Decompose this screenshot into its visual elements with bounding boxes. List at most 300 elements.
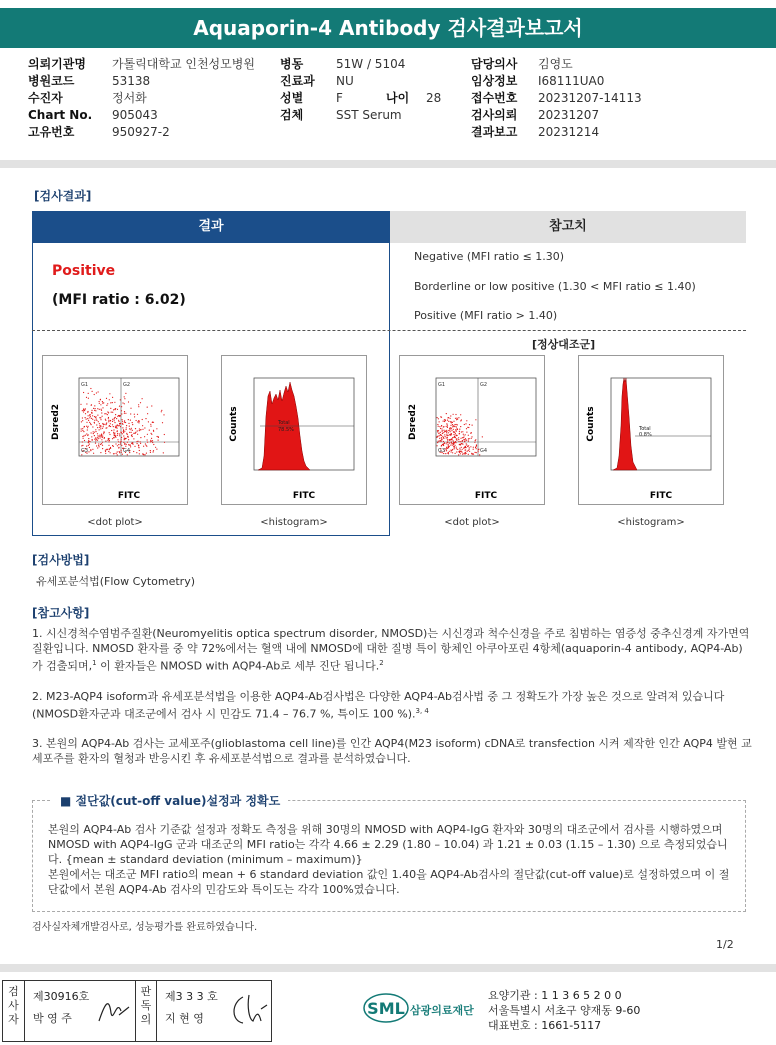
scatter-point bbox=[89, 441, 90, 442]
value-unique-id: 950927-2 bbox=[112, 125, 170, 139]
control-gate-total: Total bbox=[639, 426, 651, 432]
scatter-point bbox=[449, 446, 450, 447]
scatter-point bbox=[106, 449, 107, 450]
scatter-point bbox=[123, 442, 124, 443]
scatter-point bbox=[109, 399, 110, 400]
examiner-id: 제30916호 bbox=[33, 990, 90, 1003]
scatter-point bbox=[105, 420, 106, 421]
scatter-point bbox=[113, 409, 114, 410]
scatter-point bbox=[465, 439, 466, 440]
scatter-point bbox=[447, 448, 448, 449]
scatter-point bbox=[129, 428, 130, 429]
scatter-point bbox=[474, 452, 475, 453]
scatter-point bbox=[130, 408, 131, 409]
scatter-point bbox=[101, 439, 102, 440]
scatter-point bbox=[95, 416, 96, 417]
scatter-point bbox=[110, 420, 111, 421]
scatter-point bbox=[438, 441, 439, 442]
scatter-point bbox=[461, 431, 462, 432]
scatter-point bbox=[98, 421, 99, 422]
scatter-point bbox=[453, 429, 454, 430]
scatter-point bbox=[138, 404, 139, 405]
control-dot-caption: <dot plot> bbox=[444, 517, 500, 528]
divider-bottom bbox=[0, 964, 776, 972]
scatter-point bbox=[132, 436, 133, 437]
scatter-point bbox=[450, 450, 451, 451]
scatter-point bbox=[437, 430, 438, 431]
scatter-point bbox=[130, 446, 131, 447]
scatter-point bbox=[459, 433, 460, 434]
scatter-point bbox=[462, 454, 463, 455]
scatter-point bbox=[90, 414, 91, 415]
scatter-point bbox=[88, 415, 89, 416]
results-table bbox=[32, 211, 746, 536]
scatter-point bbox=[99, 429, 100, 430]
scatter-point bbox=[466, 428, 467, 429]
scatter-point bbox=[97, 440, 98, 441]
scatter-point bbox=[142, 419, 143, 420]
scatter-point bbox=[109, 434, 110, 435]
scatter-point bbox=[137, 443, 138, 444]
scatter-point bbox=[138, 421, 139, 422]
scatter-point bbox=[471, 438, 472, 439]
scatter-point bbox=[93, 433, 94, 434]
scatter-point bbox=[124, 420, 125, 421]
scatter-point bbox=[448, 444, 449, 445]
scatter-point bbox=[83, 411, 84, 412]
scatter-point bbox=[87, 427, 88, 428]
scatter-point bbox=[94, 422, 95, 423]
scatter-point bbox=[161, 411, 162, 412]
scatter-point bbox=[444, 421, 445, 422]
quadrant-g4: G4 bbox=[123, 448, 131, 454]
scatter-point bbox=[121, 450, 122, 451]
scatter-point bbox=[121, 441, 122, 442]
scatter-point bbox=[126, 438, 127, 439]
scatter-point bbox=[468, 440, 469, 441]
scatter-point bbox=[137, 434, 138, 435]
scatter-point bbox=[463, 435, 464, 436]
scatter-point bbox=[140, 441, 141, 442]
scatter-point bbox=[97, 408, 98, 409]
footnote: 검사실자체개발검사로, 성능평가를 완료하였습니다. bbox=[32, 922, 258, 933]
scatter-point bbox=[108, 441, 109, 442]
scatter-point bbox=[81, 445, 82, 446]
scatter-point bbox=[117, 433, 118, 434]
scatter-point bbox=[123, 430, 124, 431]
scatter-point bbox=[462, 431, 463, 432]
scatter-point bbox=[119, 425, 120, 426]
scatter-point bbox=[473, 447, 474, 448]
label-physician: 담당의사 bbox=[471, 57, 518, 71]
scatter-point bbox=[447, 424, 448, 425]
scatter-point bbox=[126, 425, 127, 426]
scatter-point bbox=[124, 411, 125, 412]
scatter-point bbox=[143, 446, 144, 447]
scatter-point bbox=[451, 439, 452, 440]
info-col-2 bbox=[280, 56, 460, 124]
scatter-point bbox=[462, 449, 463, 450]
scatter-point bbox=[449, 429, 450, 430]
scatter-point bbox=[453, 434, 454, 435]
scatter-point bbox=[456, 440, 457, 441]
scatter-point bbox=[120, 415, 121, 416]
scatter-point bbox=[93, 408, 94, 409]
scatter-point bbox=[122, 419, 123, 420]
scatter-point bbox=[153, 422, 154, 423]
scatter-point bbox=[114, 420, 115, 421]
scatter-point bbox=[457, 428, 458, 429]
scatter-point bbox=[110, 448, 111, 449]
note-1-ref2: 2 bbox=[379, 659, 384, 667]
scatter-point bbox=[441, 437, 442, 438]
scatter-point bbox=[451, 422, 452, 423]
scatter-point bbox=[455, 433, 456, 434]
value-patient-name: 정서화 bbox=[112, 91, 147, 105]
scatter-point bbox=[138, 447, 139, 448]
scatter-point bbox=[454, 448, 455, 449]
scatter-point bbox=[144, 427, 145, 428]
scatter-point bbox=[120, 399, 121, 400]
scatter-point bbox=[115, 426, 116, 427]
scatter-point bbox=[455, 445, 456, 446]
value-specimen: SST Serum bbox=[336, 108, 402, 122]
scatter-point bbox=[118, 421, 119, 422]
logo-text-sml: SML bbox=[367, 999, 405, 1018]
scatter-point bbox=[439, 435, 440, 436]
org-phone: 대표번호 : 1661-5117 bbox=[488, 1019, 602, 1032]
scatter-point bbox=[458, 454, 459, 455]
scatter-point bbox=[88, 420, 89, 421]
reader-info bbox=[165, 986, 218, 1030]
scatter-point bbox=[106, 405, 107, 406]
scatter-point bbox=[478, 449, 479, 450]
value-request-date: 20231207 bbox=[538, 108, 600, 122]
scatter-point bbox=[89, 422, 90, 423]
scatter-point bbox=[460, 451, 461, 452]
control-quadrant-g3: G3 bbox=[438, 448, 446, 454]
scatter-point bbox=[102, 407, 103, 408]
scatter-point bbox=[132, 442, 133, 443]
scatter-point bbox=[465, 434, 466, 435]
scatter-point bbox=[119, 451, 120, 452]
scatter-point bbox=[109, 425, 110, 426]
scatter-point bbox=[447, 440, 448, 441]
scatter-point bbox=[93, 431, 94, 432]
scatter-point bbox=[156, 449, 157, 450]
scatter-point bbox=[446, 413, 447, 414]
scatter-point bbox=[145, 443, 146, 444]
scatter-point bbox=[132, 424, 133, 425]
scatter-point bbox=[99, 427, 100, 428]
scatter-point bbox=[97, 437, 98, 438]
scatter-point bbox=[88, 398, 89, 399]
scatter-point bbox=[137, 421, 138, 422]
scatter-point bbox=[163, 452, 164, 453]
scatter-point bbox=[147, 413, 148, 414]
scatter-point bbox=[162, 422, 163, 423]
scatter-point bbox=[150, 426, 151, 427]
scatter-point bbox=[456, 426, 457, 427]
scatter-point bbox=[83, 392, 84, 393]
scatter-point bbox=[463, 434, 464, 435]
scatter-point bbox=[118, 444, 119, 445]
scatter-point bbox=[449, 439, 450, 440]
label-requesting-institution: 의뢰기관명 bbox=[28, 57, 86, 71]
scatter-point bbox=[469, 451, 470, 452]
scatter-point bbox=[124, 403, 125, 404]
scatter-point bbox=[461, 447, 462, 448]
scatter-point bbox=[110, 423, 111, 424]
value-requesting-institution: 가톨릭대학교 인천성모병원 bbox=[112, 57, 255, 71]
scatter-point bbox=[447, 439, 448, 440]
scatter-point bbox=[140, 402, 141, 403]
scatter-point bbox=[102, 416, 103, 417]
note-3: 3. 본원의 AQP4-Ab 검사는 교세포주(glioblastoma cell line)를 인간 AQP4(M23 isoform) cDNA로 transfection 시켜 제작한 인간 AQP4 발현 교세포주를 환자의 혈청과 반응시킨 후 유세포분석법으로 결과를 분석하였습니다. bbox=[32, 737, 752, 766]
value-chart-no: 905043 bbox=[112, 108, 158, 122]
note-2-ref: 3, 4 bbox=[415, 706, 429, 715]
scatter-point bbox=[99, 446, 100, 447]
scatter-point bbox=[451, 421, 452, 422]
label-hospital-code: 병원코드 bbox=[28, 74, 75, 88]
scatter-point bbox=[94, 410, 95, 411]
scatter-point bbox=[117, 424, 118, 425]
scatter-point bbox=[116, 428, 117, 429]
scatter-point bbox=[82, 441, 83, 442]
scatter-point bbox=[94, 439, 95, 440]
scatter-point bbox=[129, 426, 130, 427]
value-report-date: 20231214 bbox=[538, 125, 600, 139]
label-ward: 병동 bbox=[280, 57, 304, 71]
scatter-point bbox=[153, 431, 154, 432]
scatter-point bbox=[105, 450, 106, 451]
scatter-point bbox=[122, 424, 123, 425]
org-info bbox=[488, 988, 640, 1033]
scatter-point bbox=[135, 428, 136, 429]
scatter-point bbox=[117, 439, 118, 440]
scatter-point bbox=[465, 447, 466, 448]
scatter-point bbox=[453, 446, 454, 447]
scatter-point bbox=[447, 437, 448, 438]
scatter-point bbox=[147, 439, 148, 440]
scatter-point bbox=[150, 452, 151, 453]
scatter-point bbox=[455, 437, 456, 438]
scatter-point bbox=[112, 402, 113, 403]
control-histogram bbox=[578, 355, 724, 505]
scatter-point bbox=[113, 433, 114, 434]
scatter-point bbox=[471, 432, 472, 433]
scatter-point bbox=[94, 394, 95, 395]
scatter-point bbox=[103, 432, 104, 433]
scatter-point bbox=[455, 453, 456, 454]
scatter-point bbox=[449, 443, 450, 444]
scatter-point bbox=[124, 443, 125, 444]
org-name: 삼광의료재단 bbox=[410, 1004, 474, 1017]
scatter-point bbox=[136, 420, 137, 421]
scatter-point bbox=[114, 437, 115, 438]
scatter-point bbox=[99, 436, 100, 437]
scatter-point bbox=[447, 427, 448, 428]
scatter-point bbox=[87, 418, 88, 419]
label-receipt-no: 접수번호 bbox=[471, 91, 518, 105]
patient-dot-caption: <dot plot> bbox=[87, 517, 143, 528]
result-mfi: (MFI ratio : 6.02) bbox=[52, 292, 186, 308]
scatter-point bbox=[91, 424, 92, 425]
scatter-point bbox=[100, 428, 101, 429]
scatter-point bbox=[116, 453, 117, 454]
normal-control-label: [정상대조군] bbox=[532, 338, 596, 351]
scatter-point bbox=[121, 410, 122, 411]
scatter-point bbox=[453, 425, 454, 426]
scatter-point bbox=[113, 426, 114, 427]
scatter-point bbox=[122, 423, 123, 424]
scatter-point bbox=[437, 417, 438, 418]
scatter-point bbox=[94, 405, 95, 406]
note-1 bbox=[32, 626, 752, 674]
scatter-point bbox=[448, 447, 449, 448]
scatter-point bbox=[468, 435, 469, 436]
scatter-point bbox=[118, 441, 119, 442]
examiner-label-text: 검 사 자 bbox=[8, 985, 19, 1026]
scatter-point bbox=[459, 444, 460, 445]
scatter-point bbox=[118, 447, 119, 448]
scatter-point bbox=[136, 441, 137, 442]
scatter-point bbox=[439, 421, 440, 422]
scatter-point bbox=[440, 428, 441, 429]
scatter-point bbox=[448, 445, 449, 446]
scatter-point bbox=[129, 432, 130, 433]
label-department: 진료과 bbox=[280, 74, 315, 88]
scatter-point bbox=[99, 435, 100, 436]
scatter-point bbox=[449, 451, 450, 452]
note-2-text: 2. M23-AQP4 isoform과 유세포분석법을 이용한 AQP4-Ab검사법은 다양한 AQP4-Ab검사법 중 그 정확도가 가장 높은 것으로 알려져 있습니다(NMOSD환자군과 대조군에서 검사 시 민감도 71.4 – 76.7 %, 특이도 100 %). bbox=[32, 689, 725, 721]
scatter-point bbox=[132, 422, 133, 423]
scatter-point bbox=[454, 424, 455, 425]
label-sex: 성별 bbox=[280, 91, 304, 105]
scatter-point bbox=[128, 401, 129, 402]
scatter-point bbox=[440, 434, 441, 435]
scatter-point bbox=[104, 437, 105, 438]
scatter-point bbox=[146, 453, 147, 454]
scatter-point bbox=[136, 452, 137, 453]
scatter-point bbox=[446, 430, 447, 431]
scatter-point bbox=[115, 437, 116, 438]
scatter-point bbox=[440, 440, 441, 441]
scatter-point bbox=[442, 433, 443, 434]
scatter-point bbox=[147, 407, 148, 408]
dot-ylabel: Dsred2 bbox=[51, 403, 61, 441]
scatter-point bbox=[153, 444, 154, 445]
patient-hist-caption: <histogram> bbox=[260, 517, 328, 528]
scatter-point bbox=[465, 438, 466, 439]
scatter-point bbox=[85, 417, 86, 418]
scatter-point bbox=[86, 433, 87, 434]
scatter-point bbox=[445, 453, 446, 454]
control-quadrant-g4: G4 bbox=[480, 448, 488, 454]
scatter-point bbox=[94, 432, 95, 433]
scatter-point bbox=[125, 413, 126, 414]
scatter-point bbox=[466, 420, 467, 421]
scatter-point bbox=[96, 420, 97, 421]
scatter-point bbox=[100, 452, 101, 453]
scatter-point bbox=[138, 406, 139, 407]
scatter-point bbox=[103, 433, 104, 434]
scatter-point bbox=[474, 442, 475, 443]
scatter-point bbox=[124, 431, 125, 432]
scatter-point bbox=[437, 431, 438, 432]
results-section-title: [검사결과] bbox=[34, 189, 92, 203]
control-hist-ylabel: Counts bbox=[586, 406, 596, 442]
scatter-point bbox=[95, 440, 96, 441]
scatter-point bbox=[95, 408, 96, 409]
scatter-point bbox=[122, 402, 123, 403]
scatter-point bbox=[82, 430, 83, 431]
control-dot-ylabel: Dsred2 bbox=[408, 403, 418, 441]
scatter-point bbox=[109, 432, 110, 433]
scatter-point bbox=[446, 447, 447, 448]
scatter-point bbox=[473, 454, 474, 455]
scatter-point bbox=[462, 437, 463, 438]
scatter-point bbox=[466, 445, 467, 446]
scatter-point bbox=[89, 417, 90, 418]
scatter-point bbox=[150, 450, 151, 451]
scatter-point bbox=[105, 441, 106, 442]
scatter-point bbox=[456, 447, 457, 448]
scatter-point bbox=[448, 432, 449, 433]
scatter-point bbox=[130, 445, 131, 446]
scatter-point bbox=[117, 435, 118, 436]
scatter-point bbox=[108, 417, 109, 418]
scatter-point bbox=[121, 432, 122, 433]
label-chart-no: Chart No. bbox=[28, 108, 93, 122]
scatter-point bbox=[84, 440, 85, 441]
scatter-point bbox=[462, 440, 463, 441]
scatter-point bbox=[116, 418, 117, 419]
scatter-point bbox=[120, 423, 121, 424]
scatter-point bbox=[109, 440, 110, 441]
method-text: 유세포분석법(Flow Cytometry) bbox=[36, 575, 196, 588]
scatter-point bbox=[118, 420, 119, 421]
scatter-point bbox=[102, 403, 103, 404]
scatter-point bbox=[123, 432, 124, 433]
scatter-point bbox=[441, 439, 442, 440]
scatter-point bbox=[82, 417, 83, 418]
scatter-point bbox=[140, 437, 141, 438]
scatter-point bbox=[164, 434, 165, 435]
scatter-point bbox=[94, 420, 95, 421]
scatter-point bbox=[128, 439, 129, 440]
scatter-point bbox=[99, 437, 100, 438]
scatter-point bbox=[100, 404, 101, 405]
scatter-point bbox=[152, 442, 153, 443]
scatter-point bbox=[138, 445, 139, 446]
dashed-divider bbox=[32, 330, 746, 331]
scatter-point bbox=[146, 446, 147, 447]
scatter-point bbox=[86, 419, 87, 420]
scatter-point bbox=[102, 445, 103, 446]
scatter-point bbox=[101, 410, 102, 411]
label-patient-name: 수진자 bbox=[28, 91, 63, 105]
scatter-point bbox=[80, 404, 81, 405]
value-department: NU bbox=[336, 74, 354, 88]
scatter-point bbox=[468, 445, 469, 446]
scatter-point bbox=[447, 442, 448, 443]
scatter-point bbox=[83, 431, 84, 432]
scatter-point bbox=[475, 419, 476, 420]
scatter-point bbox=[82, 428, 83, 429]
page-number: 1/2 bbox=[716, 938, 734, 951]
control-gate-percent: 0.8% bbox=[639, 432, 652, 438]
